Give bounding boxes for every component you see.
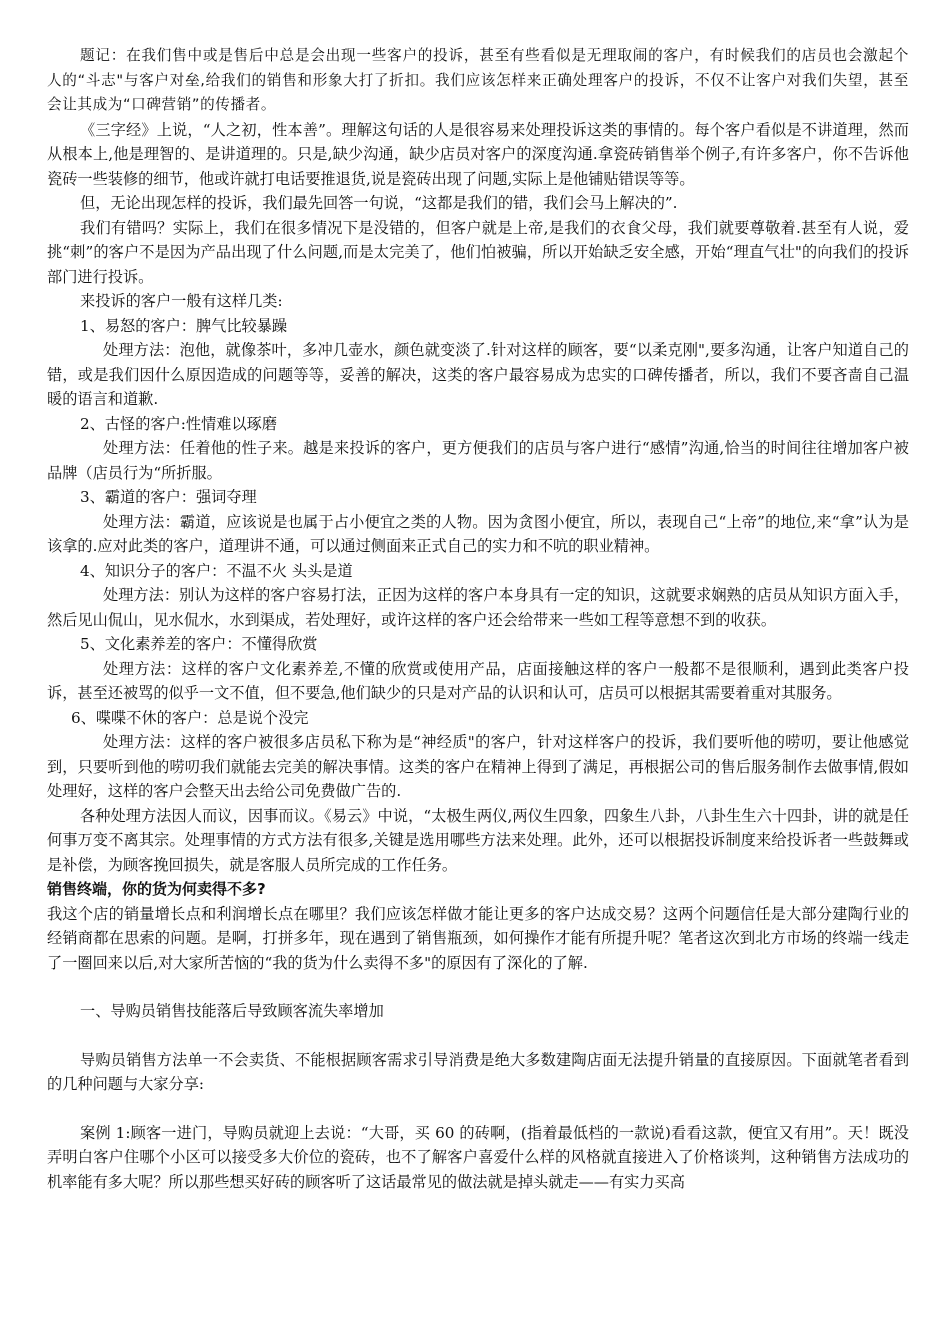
list-item-heading: 1、易怒的客户：脾气比较暴躁 (80, 316, 288, 335)
body-paragraph: 但，无论出现怎样的投诉，我们最先回答一句说，“这都是我们的错，我们会马上解决的”. (80, 194, 678, 212)
list-item-body: 处理方法：这样的客户被很多店员私下称为是“神经质"的客户，针对这样客户的投诉，我们要听他的唠叨，要让他感觉到，只要听到他的唠叨我们就能去完美的解决事情。这类的客户在精神上得到了满足，再根据公司的售后服务制作去做事情,假如处理好，这样的客户会整天出去给公司免费做广告的. (47, 733, 909, 800)
list-item-heading: 5、文化素养差的客户：不懂得欣赏 (80, 635, 318, 653)
body-paragraph: 我这个店的销量增长点和利润增长点在哪里？我们应该怎样做才能让更多的客户达成交易？这两个问题信任是大部分建陶行业的经销商都在思索的问题。是啊，打拼多年，现在遇到了销售瓶颈，如何操作才能有所提升呢？笔者这次到北方市场的终端一线走了一圈回来以后,对大家所苦恼的“我的货为什么卖得不多"的原因有了深化的了解. (47, 904, 909, 972)
list-item-heading: 3、霸道的客户：强词夺理 (80, 488, 257, 506)
list-item-heading: 6、喋喋不休的客户：总是说个没完 (71, 708, 309, 727)
list-item-body: 处理方法：这样的客户文化素养差,不懂的欣赏或使用产品，店面接触这样的客户一般都不是很顺利，遇到此类客户投诉，甚至还被骂的似乎一文不值，但不要急,他们缺少的只是对产品的认识和认可，店员可以根据其需要着重对其服务。 (47, 659, 909, 702)
list-item-body: 处理方法：霸道，应该说是也属于占小便宜之类的人物。因为贪图小便宜，所以，表现自己“上帝”的地位,来“拿”认为是该拿的.应对此类的客户，道理讲不通，可以通过侧面来正式自己的实力和不吭的职业精神。 (47, 512, 909, 555)
section-heading: 一、导购员销售技能落后导致顾客流失率增加 (80, 1002, 384, 1020)
list-item-heading: 4、知识分子的客户：不温不火 头头是道 (80, 561, 353, 580)
list-item-body: 处理方法：别认为这样的客户容易打法，正因为这样的客户本身具有一定的知识，这就要求娴熟的店员从知识方面入手，然后见山侃山，见水侃水，水到渠成，若处理好，或许这样的客户还会给带来一些如工程等意想不到的收获。 (47, 586, 909, 629)
body-paragraph: 《三字经》上说，“人之初，性本善”。理解这句话的人是很容易来处理投诉这类的事情的。每个客户看似是不讲道理，然而从根本上,他是理智的、是讲道理的。只是,缺少沟通，缺少店员对客户的深度沟通.拿瓷砖销售举个例子,有许多客户，你不告诉他瓷砖一些装修的细节，他或许就打电话要推退货,说是瓷砖出现了问题,实际上是他铺贴错误等等。 (47, 120, 909, 188)
article-heading: 销售终端，你的货为何卖得不多? (47, 880, 266, 898)
body-paragraph: 各种处理方法因人而议，因事而议。《易云》中说，“太极生两仪,两仪生四象，四象生八卦，八卦生生六十四卦，讲的就是任何事万变不离其宗。处理事情的方式方法有很多,关键是选用哪些方法来处理。此外，还可以根据投诉制度来给投诉者一些鼓舞或是补偿，为顾客挽回损失，就是客服人员所完成的工作任务。 (47, 806, 909, 874)
case-paragraph: 案例 1:顾客一进门，导购员就迎上去说：“大哥，买 60 的砖啊，(指着最低档的一款说)看看这款，便宜又有用”。天！既没弄明白客户住哪个小区可以接受多大价位的瓷砖，也不了解客户喜爱什么样的风格就直接进入了价格谈判，这种销售方法成功的机率能有多大呢？所以那些想买好砖的顾客听了这话最常见的做法就是掉头就走——有实力买高 (47, 1123, 909, 1191)
preface-paragraph: 题记：在我们售中或是售后中总是会出现一些客户的投诉，甚至有些看似是无理取闹的客户，有时候我们的店员也会激起个人的“斗志"与客户对垒,给我们的销售和形象大打了折扣。我们应该怎样来正确处理客户的投诉，不仅不让客户对我们失望，甚至会让其成为“口碑营销”的传播者。 (47, 47, 909, 113)
body-paragraph: 导购员销售方法单一不会卖货、不能根据顾客需求引导消费是绝大多数建陶店面无法提升销量的直接原因。下面就笔者看到的几种问题与大家分享: (47, 1050, 909, 1093)
body-paragraph: 我们有错吗？实际上，我们在很多情况下是没错的，但客户就是上帝,是我们的衣食父母，我们就要尊敬着.甚至有人说，爱挑“刺”的客户不是因为产品出现了什么问题,而是太完美了，他们怕被骗，所以开始缺乏安全感，开始“理直气壮"的向我们的投诉部门进行投诉。 (47, 218, 909, 286)
list-item-body: 处理方法：泡他，就像茶叶，多冲几壶水，颜色就变淡了.针对这样的顾客，要“以柔克刚",要多沟通，让客户知道自己的错，或是我们因什么原因造成的问题等等，妥善的解决，这类的客户最容易成为忠实的口碑传播者，所以，我们不要吝啬自己温暖的语言和道歉. (47, 341, 909, 408)
body-paragraph: 来投诉的客户一般有这样几类: (80, 292, 283, 310)
document-page (47, 44, 909, 1194)
list-item-body: 处理方法：任着他的性子来。越是来投诉的客户，更方便我们的店员与客户进行“感情”沟通,恰当的时间往往增加客户被品牌（店员行为“所折服。 (47, 439, 909, 482)
list-item-heading: 2、古怪的客户:性情难以琢磨 (80, 414, 278, 433)
